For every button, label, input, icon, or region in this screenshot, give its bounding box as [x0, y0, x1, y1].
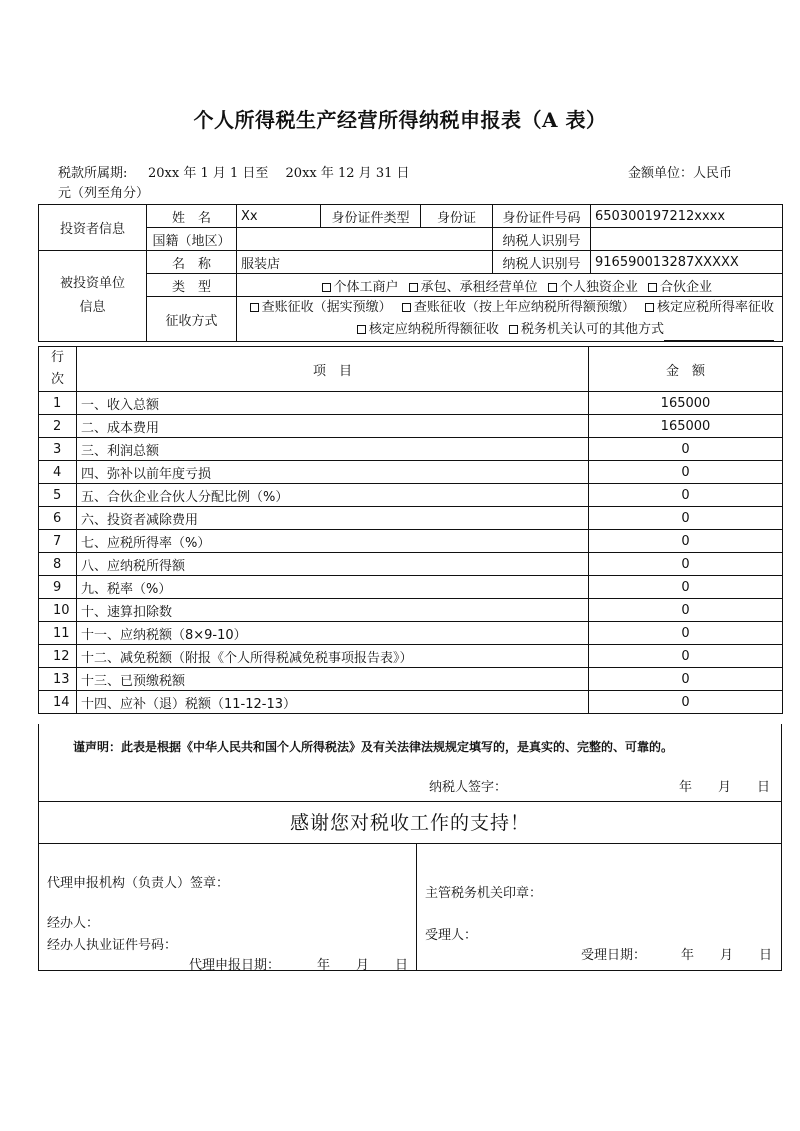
row-item: 十三、已预缴税额 [77, 668, 589, 691]
id-number-value[interactable]: 650300197212xxxx [591, 205, 783, 228]
agent-date-label: 代理申报日期： [189, 958, 281, 973]
row-item: 十一、应纳税额（8×9-10） [77, 622, 589, 645]
type-option[interactable]: 个人独资企业 [548, 280, 638, 295]
method-option[interactable]: 核定应纳税所得额征收 [357, 322, 499, 337]
type-option[interactable]: 个体工商户 [322, 280, 399, 295]
checkbox-icon [648, 283, 657, 292]
row-item: 十四、应补（退）税额（11-12-13） [77, 691, 589, 714]
thanks-banner: 感谢您对税收工作的支持！ [38, 801, 782, 844]
row-amount[interactable]: 0 [589, 553, 783, 576]
row-amount[interactable]: 0 [589, 599, 783, 622]
row-amount[interactable]: 0 [589, 507, 783, 530]
amount-header: 金 额 [589, 347, 783, 392]
entity-section-label-1: 被投资单位 [59, 276, 125, 291]
agent-handler-label: 经办人： [47, 916, 100, 931]
checkbox-icon [357, 325, 366, 334]
row-number: 7 [39, 530, 77, 553]
table-row [39, 392, 783, 415]
row-item: 三、利润总额 [77, 438, 589, 461]
table-row [39, 622, 783, 645]
entity-name-value[interactable]: 服装店 [237, 251, 493, 274]
agent-date: 年 月 日 [317, 958, 409, 973]
table-row [39, 530, 783, 553]
type-option[interactable]: 合伙企业 [648, 280, 712, 295]
checkbox-icon [409, 283, 418, 292]
table-row [39, 438, 783, 461]
table-row [39, 461, 783, 484]
method-option[interactable]: 查账征收（按上年应纳税所得额预缴） [402, 300, 635, 315]
table-row [39, 553, 783, 576]
checkbox-icon [322, 283, 331, 292]
entity-section-label-2: 信息 [79, 300, 106, 315]
investor-name-value[interactable]: Xx [237, 205, 321, 228]
amount-unit-label: 金额单位：人民币 [628, 166, 733, 181]
collection-method-options [237, 297, 783, 342]
row-number: 9 [39, 576, 77, 599]
entity-taxpayer-id-label: 纳税人识别号 [493, 251, 591, 274]
row-number: 12 [39, 645, 77, 668]
row-number: 3 [39, 438, 77, 461]
row-amount[interactable]: 0 [589, 645, 783, 668]
table-row [39, 507, 783, 530]
agent-cert-label: 经办人执业证件号码： [47, 938, 178, 953]
signature-block [38, 843, 782, 971]
row-item: 十、速算扣除数 [77, 599, 589, 622]
checkbox-icon [645, 303, 654, 312]
row-amount[interactable]: 0 [589, 691, 783, 714]
row-no-header: 行 次 [39, 347, 77, 392]
row-amount[interactable]: 0 [589, 576, 783, 599]
nationality-value[interactable] [237, 228, 493, 251]
entity-name-label: 名 称 [147, 251, 237, 274]
agent-org-label: 代理申报机构（负责人）签章： [47, 876, 230, 891]
row-number: 13 [39, 668, 77, 691]
id-type-label: 身份证件类型 [321, 205, 421, 228]
declaration-date: 年 月 日 [679, 780, 771, 795]
row-amount[interactable]: 0 [589, 461, 783, 484]
page-title: 个人所得税生产经营所得纳税申报表（A 表） [193, 108, 607, 132]
type-option[interactable]: 承包、承租经营单位 [409, 280, 538, 295]
row-item: 一、收入总额 [77, 392, 589, 415]
row-item: 四、弥补以前年度亏损 [77, 461, 589, 484]
row-amount[interactable]: 0 [589, 484, 783, 507]
table-row [39, 668, 783, 691]
declaration-box [38, 724, 782, 802]
amount-unit-cont: 元（列至角分） [58, 186, 150, 201]
other-method-blank[interactable] [664, 328, 774, 341]
row-number: 2 [39, 415, 77, 438]
row-amount[interactable]: 165000 [589, 415, 783, 438]
method-option[interactable]: 税务机关认可的其他方式 [509, 322, 664, 337]
authority-seal-label: 主管税务机关印章： [425, 886, 543, 901]
collection-method-label: 征收方式 [147, 297, 237, 342]
row-item: 五、合伙企业合伙人分配比例（%） [77, 484, 589, 507]
table-row [39, 576, 783, 599]
authority-receiver-label: 受理人： [425, 928, 478, 943]
table-row [39, 484, 783, 507]
entity-type-options [237, 274, 783, 297]
entity-section-label [39, 251, 147, 342]
authority-date-label: 受理日期： [581, 948, 647, 963]
declaration-text: 谨声明：此表是根据《中华人民共和国个人所得税法》及有关法律法规规定填写的，是真实的、完整的、可靠的。 [73, 740, 674, 754]
authority-date: 年 月 日 [681, 948, 773, 963]
row-number: 10 [39, 599, 77, 622]
row-number: 1 [39, 392, 77, 415]
period-label: 税款所属期: [58, 166, 128, 181]
entity-taxpayer-id-value[interactable]: 916590013287XXXXX [591, 251, 783, 274]
row-number: 8 [39, 553, 77, 576]
investor-taxpayer-id-label: 纳税人识别号 [493, 228, 591, 251]
row-number: 11 [39, 622, 77, 645]
investor-name-label: 姓 名 [147, 205, 237, 228]
row-amount[interactable]: 0 [589, 622, 783, 645]
table-row [39, 415, 783, 438]
row-amount[interactable]: 0 [589, 668, 783, 691]
checkbox-icon [509, 325, 518, 334]
investor-taxpayer-id-value[interactable] [591, 228, 783, 251]
method-option[interactable]: 核定应税所得率征收 [645, 300, 774, 315]
row-amount[interactable]: 0 [589, 438, 783, 461]
id-type-value[interactable]: 身份证 [421, 205, 493, 228]
period-value: 20xx 年 1 月 1 日至 20xx 年 12 月 31 日 [148, 166, 410, 181]
info-table [38, 204, 783, 342]
entity-type-label: 类 型 [147, 274, 237, 297]
method-option[interactable]: 查账征收（据实预缴） [250, 300, 392, 315]
taxpayer-sign-label: 纳税人签字： [429, 780, 508, 795]
row-amount[interactable]: 0 [589, 530, 783, 553]
row-item: 二、成本费用 [77, 415, 589, 438]
row-number: 14 [39, 691, 77, 714]
signature-divider [416, 844, 417, 970]
investor-section-label: 投资者信息 [39, 205, 147, 251]
row-item: 十二、减免税额（附报《个人所得税减免税事项报告表》） [77, 645, 589, 668]
table-row [39, 691, 783, 714]
table-row [39, 599, 783, 622]
table-row [39, 645, 783, 668]
nationality-label: 国籍（地区） [147, 228, 237, 251]
checkbox-icon [402, 303, 411, 312]
row-item: 七、应税所得率（%） [77, 530, 589, 553]
checkbox-icon [548, 283, 557, 292]
row-item: 六、投资者减除费用 [77, 507, 589, 530]
row-number: 6 [39, 507, 77, 530]
items-table [38, 346, 783, 714]
row-number: 5 [39, 484, 77, 507]
row-item: 九、税率（%） [77, 576, 589, 599]
row-number: 4 [39, 461, 77, 484]
checkbox-icon [250, 303, 259, 312]
id-number-label: 身份证件号码 [493, 205, 591, 228]
row-amount[interactable]: 165000 [589, 392, 783, 415]
item-header: 项 目 [77, 347, 589, 392]
row-item: 八、应纳税所得额 [77, 553, 589, 576]
